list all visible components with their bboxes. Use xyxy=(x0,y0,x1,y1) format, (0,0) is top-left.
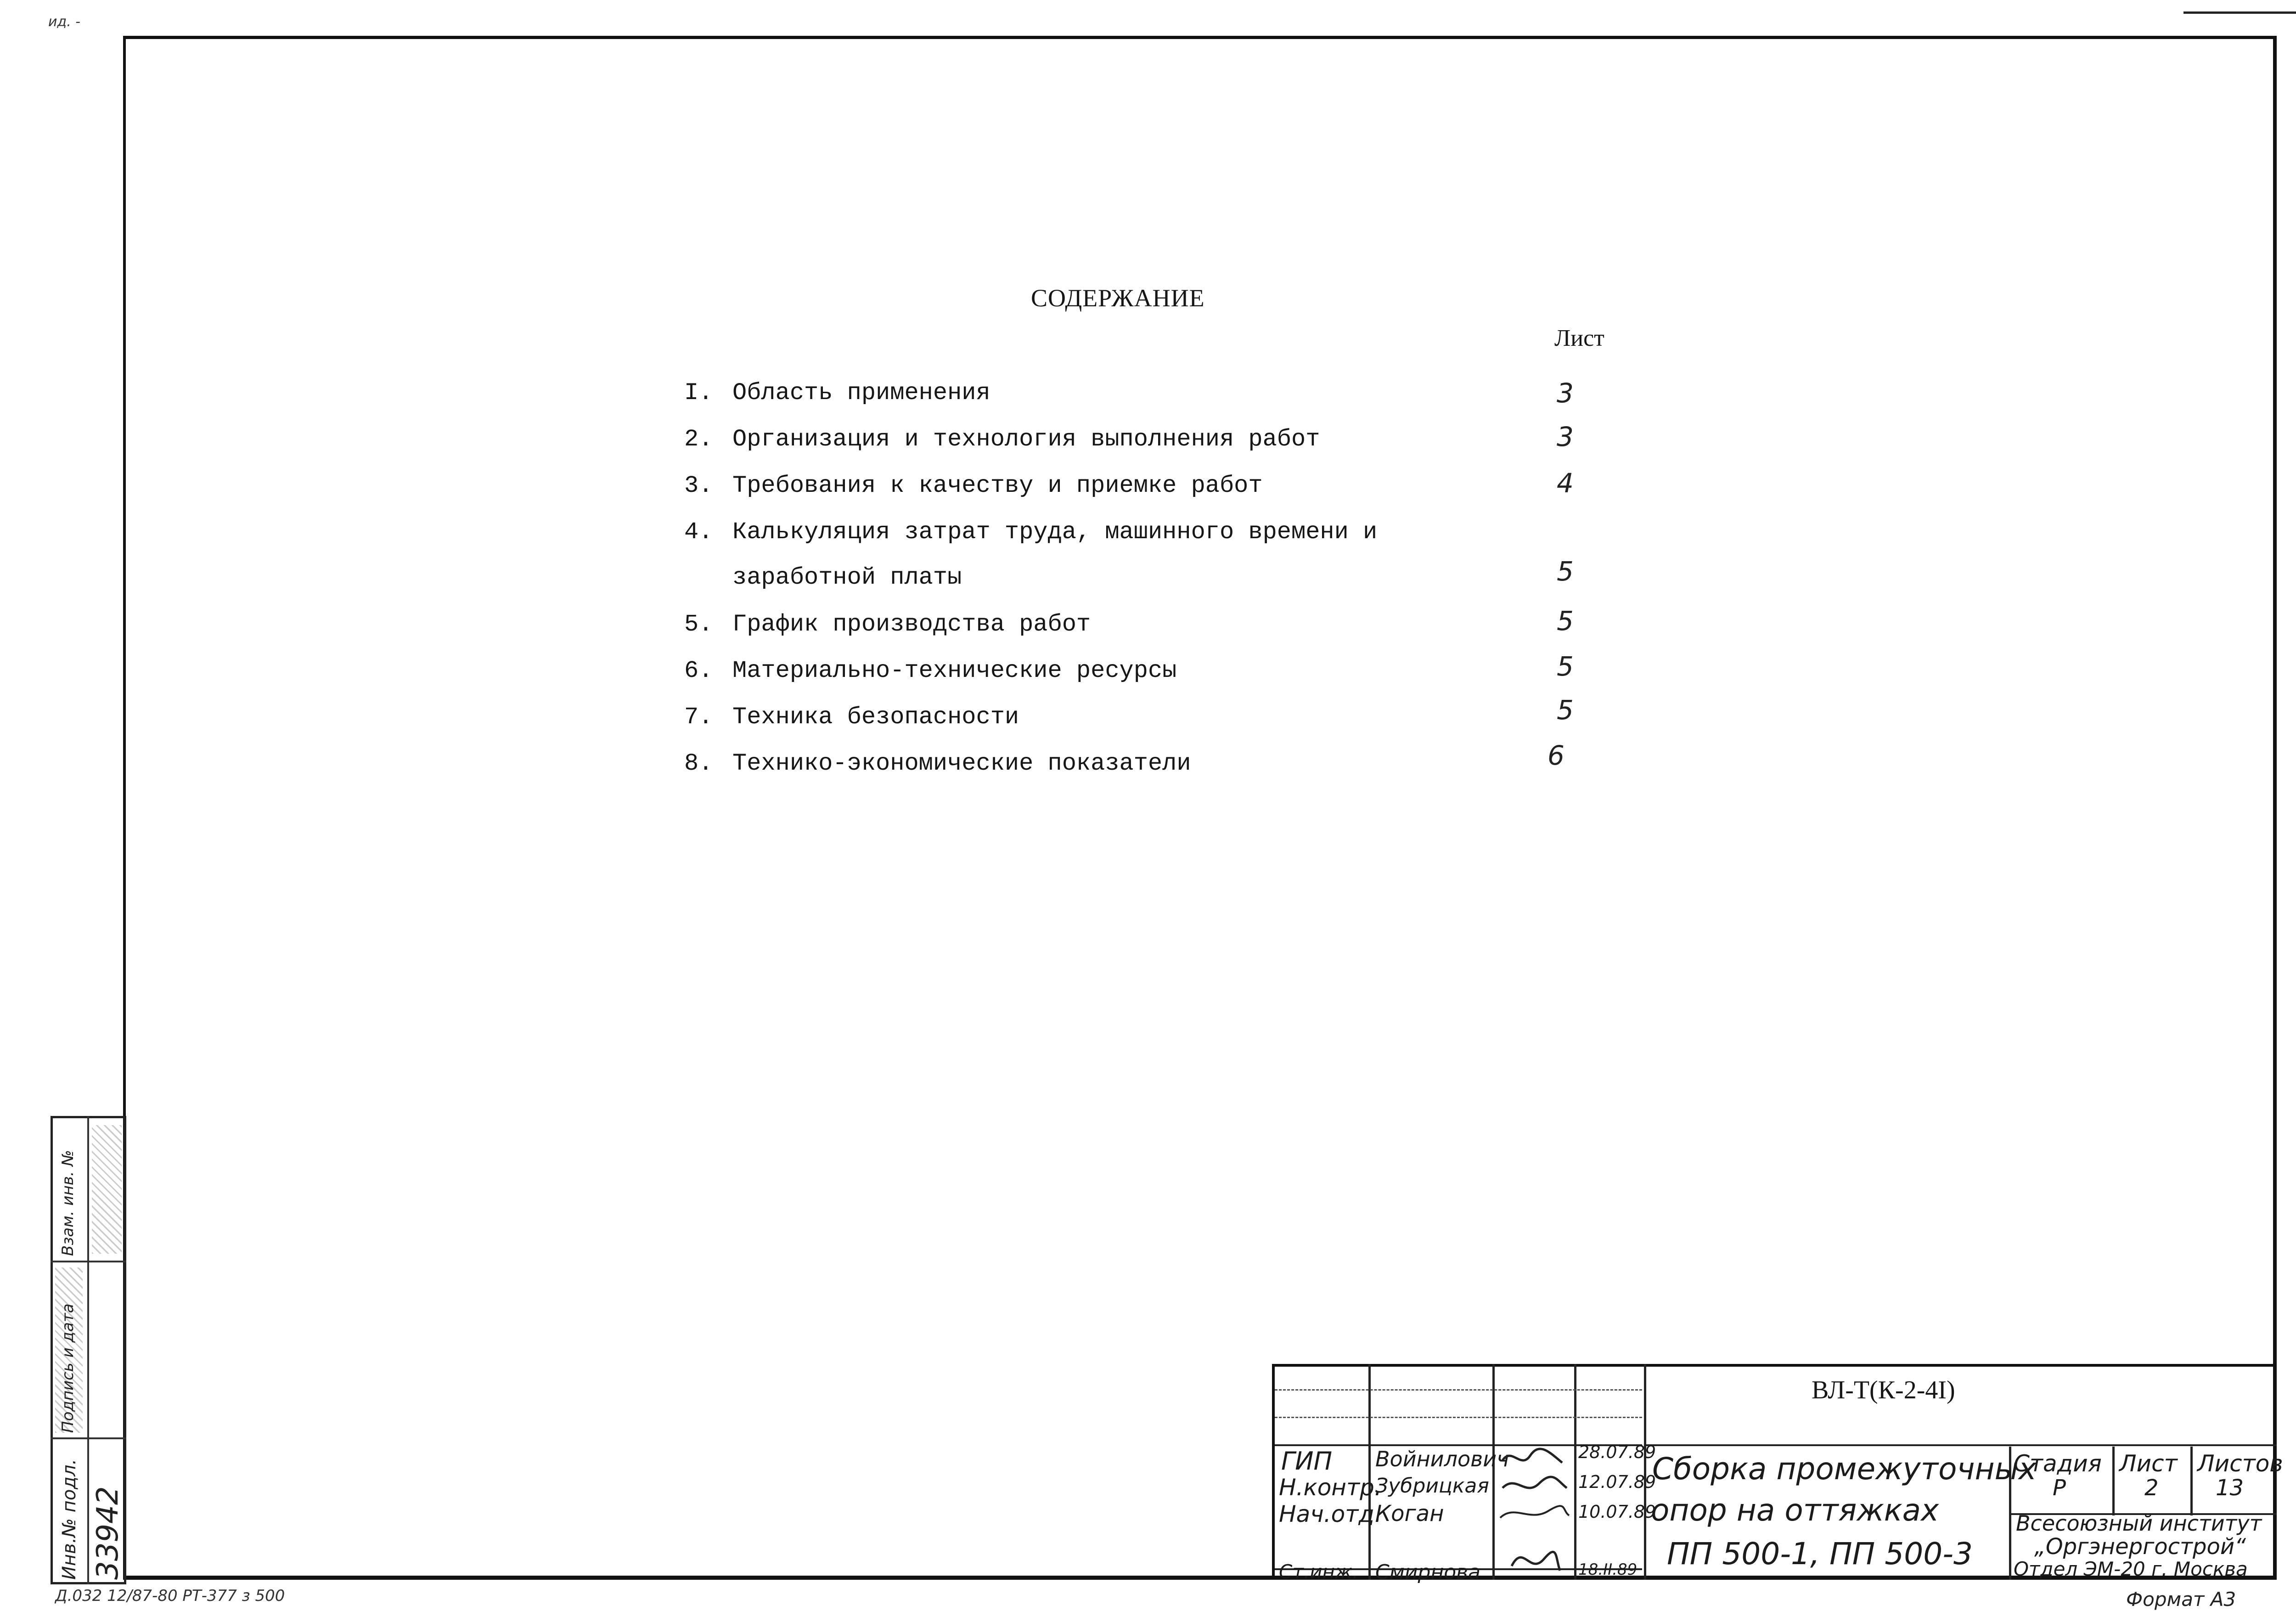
stamp-scan-noise xyxy=(92,1125,122,1254)
organization: Всесоюзный институт xyxy=(2016,1511,2262,1536)
toc-item-number: 5. xyxy=(684,611,713,638)
title-block-divider xyxy=(1574,1364,1576,1580)
toc-item-page: 5 xyxy=(1557,605,1574,637)
document-code: ВЛ-Т(К-2-4I) xyxy=(1812,1376,1955,1404)
toc-title: СОДЕРЖАНИЕ xyxy=(1031,284,1205,312)
toc-item-page: 3 xyxy=(1557,421,1574,452)
title-block-row-line xyxy=(1275,1417,1642,1419)
toc-item-number: 2. xyxy=(684,426,713,453)
stamp-label: Инв.№ подл. xyxy=(59,1459,80,1580)
work-title: Сборка промежуточных xyxy=(1652,1451,2037,1487)
sign-date: 28.07.89 xyxy=(1578,1442,1656,1462)
signature-marks xyxy=(1498,1442,1571,1580)
toc-item-number: I. xyxy=(684,379,713,406)
toc-item-text: Материально-технические ресурсы xyxy=(732,657,1177,684)
person-name: Войнилович xyxy=(1375,1447,1509,1471)
toc-item-text: Требования к качеству и приемке работ xyxy=(732,472,1263,499)
work-title: ПП 500-1, ПП 500-3 xyxy=(1667,1536,1973,1572)
toc-item-text: Технико-экономические показатели xyxy=(732,750,1191,777)
toc-item-page: 6 xyxy=(1548,740,1564,771)
person-name: Смирнова xyxy=(1375,1560,1481,1584)
sheet-value: 2 xyxy=(2144,1475,2159,1501)
toc-item-page: 5 xyxy=(1557,556,1574,587)
inventory-number: 33942 xyxy=(91,1486,125,1580)
stage-label: Стадия xyxy=(2014,1450,2102,1477)
toc-item-page: 5 xyxy=(1557,651,1574,682)
organization: „Оргэнергострой“ xyxy=(2034,1534,2246,1560)
stamp-label: Взам. инв. № xyxy=(59,1150,77,1256)
title-block-divider xyxy=(1368,1364,1371,1580)
title-block-divider xyxy=(1492,1364,1495,1580)
title-block-row-line xyxy=(1644,1444,2277,1446)
toc-item-number: 4. xyxy=(684,518,713,546)
title-block-divider xyxy=(2112,1447,2115,1515)
stamp-divider xyxy=(51,1261,126,1262)
toc-item-page: 3 xyxy=(1557,377,1574,409)
sheets-label: Листов xyxy=(2197,1450,2283,1477)
stamp-label: Подпись и дата xyxy=(59,1303,77,1433)
toc-sheet-header: Лист xyxy=(1554,325,1604,351)
stamp-divider xyxy=(51,1437,126,1439)
toc-item-page: 5 xyxy=(1557,694,1574,726)
sheets-value: 13 xyxy=(2216,1475,2244,1501)
role-label: Ст.инж. xyxy=(1279,1560,1359,1583)
person-name: Коган xyxy=(1375,1501,1444,1527)
toc-item-text: График производства работ xyxy=(732,611,1091,638)
stage-value: Р xyxy=(2053,1475,2066,1501)
role-label: ГИП xyxy=(1281,1447,1333,1476)
organization: Отдел ЭМ-20 г. Москва xyxy=(2014,1558,2248,1580)
toc-item-number: 6. xyxy=(684,657,713,684)
toc-item-number: 3. xyxy=(684,472,713,499)
toc-item-number: 7. xyxy=(684,704,713,731)
toc-item-number: 8. xyxy=(684,750,713,777)
sheet-label: Лист xyxy=(2119,1450,2178,1477)
toc-item-text: заработной платы xyxy=(732,564,962,591)
role-label: Нач.отд. xyxy=(1279,1501,1382,1527)
toc-item-text: Область применения xyxy=(732,379,990,406)
format-note: Формат А3 xyxy=(2126,1588,2236,1611)
bottom-note: Д.032 12/87-80 РТ-377 з 500 xyxy=(55,1587,285,1605)
toc-item-text: Калькуляция затрат труда, машинного времени и xyxy=(732,518,1378,546)
role-label: Н.контр. xyxy=(1279,1474,1382,1501)
sign-date: 12.07.89 xyxy=(1578,1472,1656,1492)
toc-item-text: Техника безопасности xyxy=(732,704,1019,731)
sign-date: 18.II.89 xyxy=(1578,1560,1638,1579)
sign-date: 10.07.89 xyxy=(1578,1502,1656,1522)
toc-item-text: Организация и технология выполнения работ xyxy=(732,426,1320,453)
work-title: опор на оттяжках xyxy=(1651,1493,1939,1528)
toc-item-page: 4 xyxy=(1557,468,1574,499)
title-block-row-line xyxy=(1275,1389,1642,1392)
corner-mark: ид. - xyxy=(48,14,81,30)
person-name: Зубрицкая xyxy=(1375,1474,1489,1498)
title-block-divider xyxy=(2190,1447,2193,1515)
stamp-divider xyxy=(87,1116,89,1584)
